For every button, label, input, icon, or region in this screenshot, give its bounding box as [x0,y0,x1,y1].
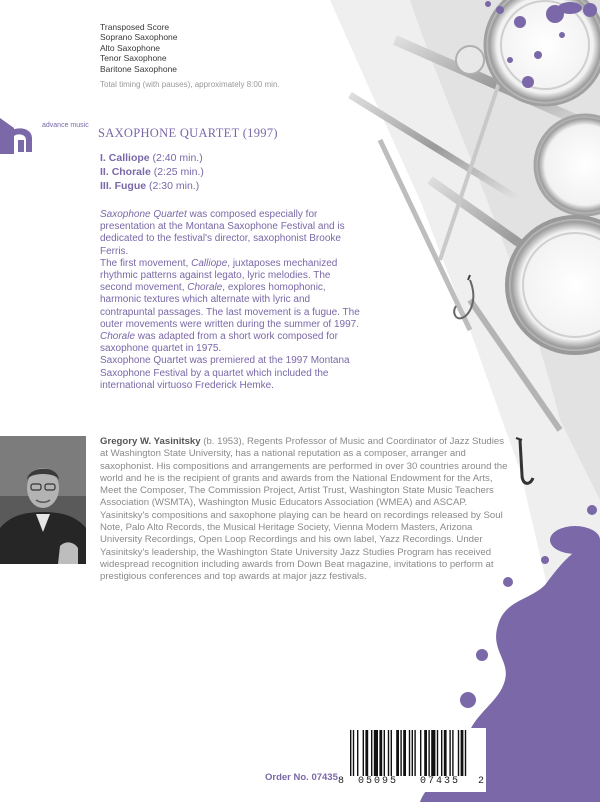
description-text: , explores homophonic, harmonic textures which alternate with lyric and contrapuntal passages. The last movement is a fugue. The outer movements were written during the summer of 1997. [100,282,360,330]
movement-duration: (2:40 min.) [152,152,203,164]
page-title: SAXOPHONE QUARTET (1997) [98,126,278,140]
movement-item [100,152,203,164]
work-title-italic: Saxophone Quartet [100,209,187,220]
instrumentation-list [100,22,178,74]
movement-italic: Chorale [187,282,223,294]
instrument-item: Baritone Saxophone [100,63,178,74]
movement-number: II. [100,166,109,178]
description-paragraph [100,209,365,258]
advance-music-logo [0,118,40,154]
movement-number: I. [100,152,106,164]
description-text: was adapted from a short work composed for saxophone quartet in 1975. [100,331,338,355]
barcode-first-digit: 8 [338,776,345,787]
barcode [338,728,486,792]
total-timing: Total timing (with pauses), approximately 8:00 min. [100,80,280,89]
description-text: was composed especially for presentation at the Montana Saxophone Festival and is dedicated to the festival's director, saxophonist Brooke Ferris. [100,209,345,257]
bio-text: (b. 1953), Regents Professor of Music and Coordinator of Jazz Studies at Washington State University, has a national reputation as a composer, arranger and saxophonist. His compositions and arrangements are performed in over 30 countries around the world and he is the recipient of grants and awards from the National Endowment for the Arts, Meet the Composer, The Commission Project, Artist Trust, Washington State Music Teachers Association (WSMTA), Washington Music Educators Association (WMEA) and ASCAP. Yasinitsky's compositions and saxophone playing can be heard on recordings released by Soul Note, Palo Alto Records, the Musical Heritage Society, Vienna Modern Masters, Arizona University Recordings, Open Loop Recordings and his own label, Yazz Recordings. Under Yasinitsky's leadership, the Washington State University Jazz Studies Program has received widespread recognition including awards from Down Beat magazine, invitations to perform at prestigious conferences and top awards at major jazz festivals. [100,436,508,583]
work-description [100,209,365,392]
description-paragraph [100,258,365,356]
movement-italic: Calliope [191,257,228,269]
movement-duration: (2:25 min.) [153,166,204,178]
instrument-item: Tenor Saxophone [100,53,167,64]
barcode-bars [350,730,478,776]
instrument-item: Soprano Saxophone [100,32,178,43]
composer-bio [100,436,510,584]
movement-name: Calliope [108,152,150,164]
barcode-right-digits: 07435 [420,776,461,787]
instrument-item: Alto Saxophone [100,42,161,53]
order-number: Order No. 07435 [265,772,338,783]
movement-item [100,166,204,178]
composer-name: Gregory W. Yasinitsky [100,436,201,447]
movement-item [100,180,199,192]
barcode-check-digit: 2 [478,776,485,787]
movement-number: III. [100,180,112,192]
instrument-item: Transposed Score [100,22,170,32]
composer-photo [0,436,86,564]
barcode-left-digits: 05095 [358,776,399,787]
description-text: , juxtaposes mechanized rhythmic patterns against legato, lyric melodies. The second movement, [100,257,338,294]
publisher-name: advance music [42,122,89,129]
movement-name: Chorale [111,166,151,178]
description-paragraph: Saxophone Quartet was premiered at the 1997 Montana Saxophone Festival by a quartet which included the international virtuoso Frederick Hemke. [100,355,350,391]
movement-italic: Chorale [100,331,136,343]
movement-name: Fugue [114,180,147,192]
description-text: The first movement, [100,257,192,269]
movement-duration: (2:30 min.) [149,180,200,192]
